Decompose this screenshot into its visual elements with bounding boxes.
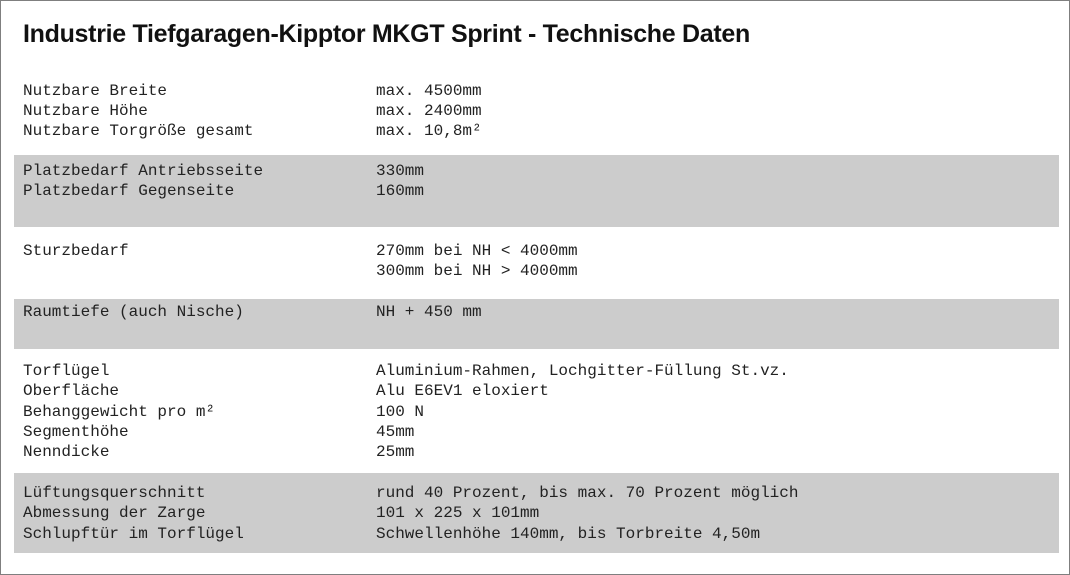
spec-label: Platzbedarf Antriebsseite [23, 162, 264, 180]
spec-label: Sturzbedarf [23, 242, 129, 260]
spec-label: Platzbedarf Gegenseite [23, 182, 235, 200]
spec-value: 100 N [376, 403, 425, 421]
section-lintel [14, 235, 1059, 287]
spec-label: Nutzbare Höhe [23, 102, 148, 120]
spec-value: 45mm [376, 423, 415, 441]
section-ventilation [14, 473, 1059, 553]
spec-label: Segmenthöhe [23, 423, 129, 441]
spec-value: max. 10,8m² [376, 122, 482, 140]
spec-label: Nutzbare Torgröße gesamt [23, 122, 254, 140]
section-room-depth [14, 299, 1059, 349]
spec-value: 101 x 225 x 101mm [376, 504, 540, 522]
spec-value: Aluminium-Rahmen, Lochgitter-Füllung St.vz. [376, 362, 789, 380]
spec-label: Lüftungsquerschnitt [23, 484, 206, 502]
spec-label: Nutzbare Breite [23, 82, 168, 100]
spec-value: 330mm [376, 162, 425, 180]
page-title: Industrie Tiefgaragen-Kipptor MKGT Sprint - Technische Daten [23, 20, 750, 48]
spec-value: Schwellenhöhe 140mm, bis Torbreite 4,50m [376, 525, 761, 543]
spec-value: 25mm [376, 443, 415, 461]
spec-label: Behanggewicht pro m² [23, 403, 216, 421]
spec-value: Alu E6EV1 eloxiert [376, 382, 549, 400]
section-space-requirement [14, 155, 1059, 227]
spec-value: rund 40 Prozent, bis max. 70 Prozent möglich [376, 484, 799, 502]
spec-value: max. 4500mm [376, 82, 482, 100]
spec-label: Nenndicke [23, 443, 110, 461]
spec-value: 270mm bei NH < 4000mm [376, 242, 578, 260]
spec-label: Torflügel [23, 362, 110, 380]
spec-value: NH + 450 mm [376, 303, 482, 321]
spec-label: Oberfläche [23, 382, 120, 400]
spec-label: Schlupftür im Torflügel [23, 525, 244, 543]
section-dimensions [14, 77, 1059, 141]
spec-label: Raumtiefe (auch Nische) [23, 303, 244, 321]
spec-value: 300mm bei NH > 4000mm [376, 262, 578, 280]
spec-value: max. 2400mm [376, 102, 482, 120]
spec-value: 160mm [376, 182, 425, 200]
spec-label: Abmessung der Zarge [23, 504, 206, 522]
section-door-leaf [14, 357, 1059, 467]
